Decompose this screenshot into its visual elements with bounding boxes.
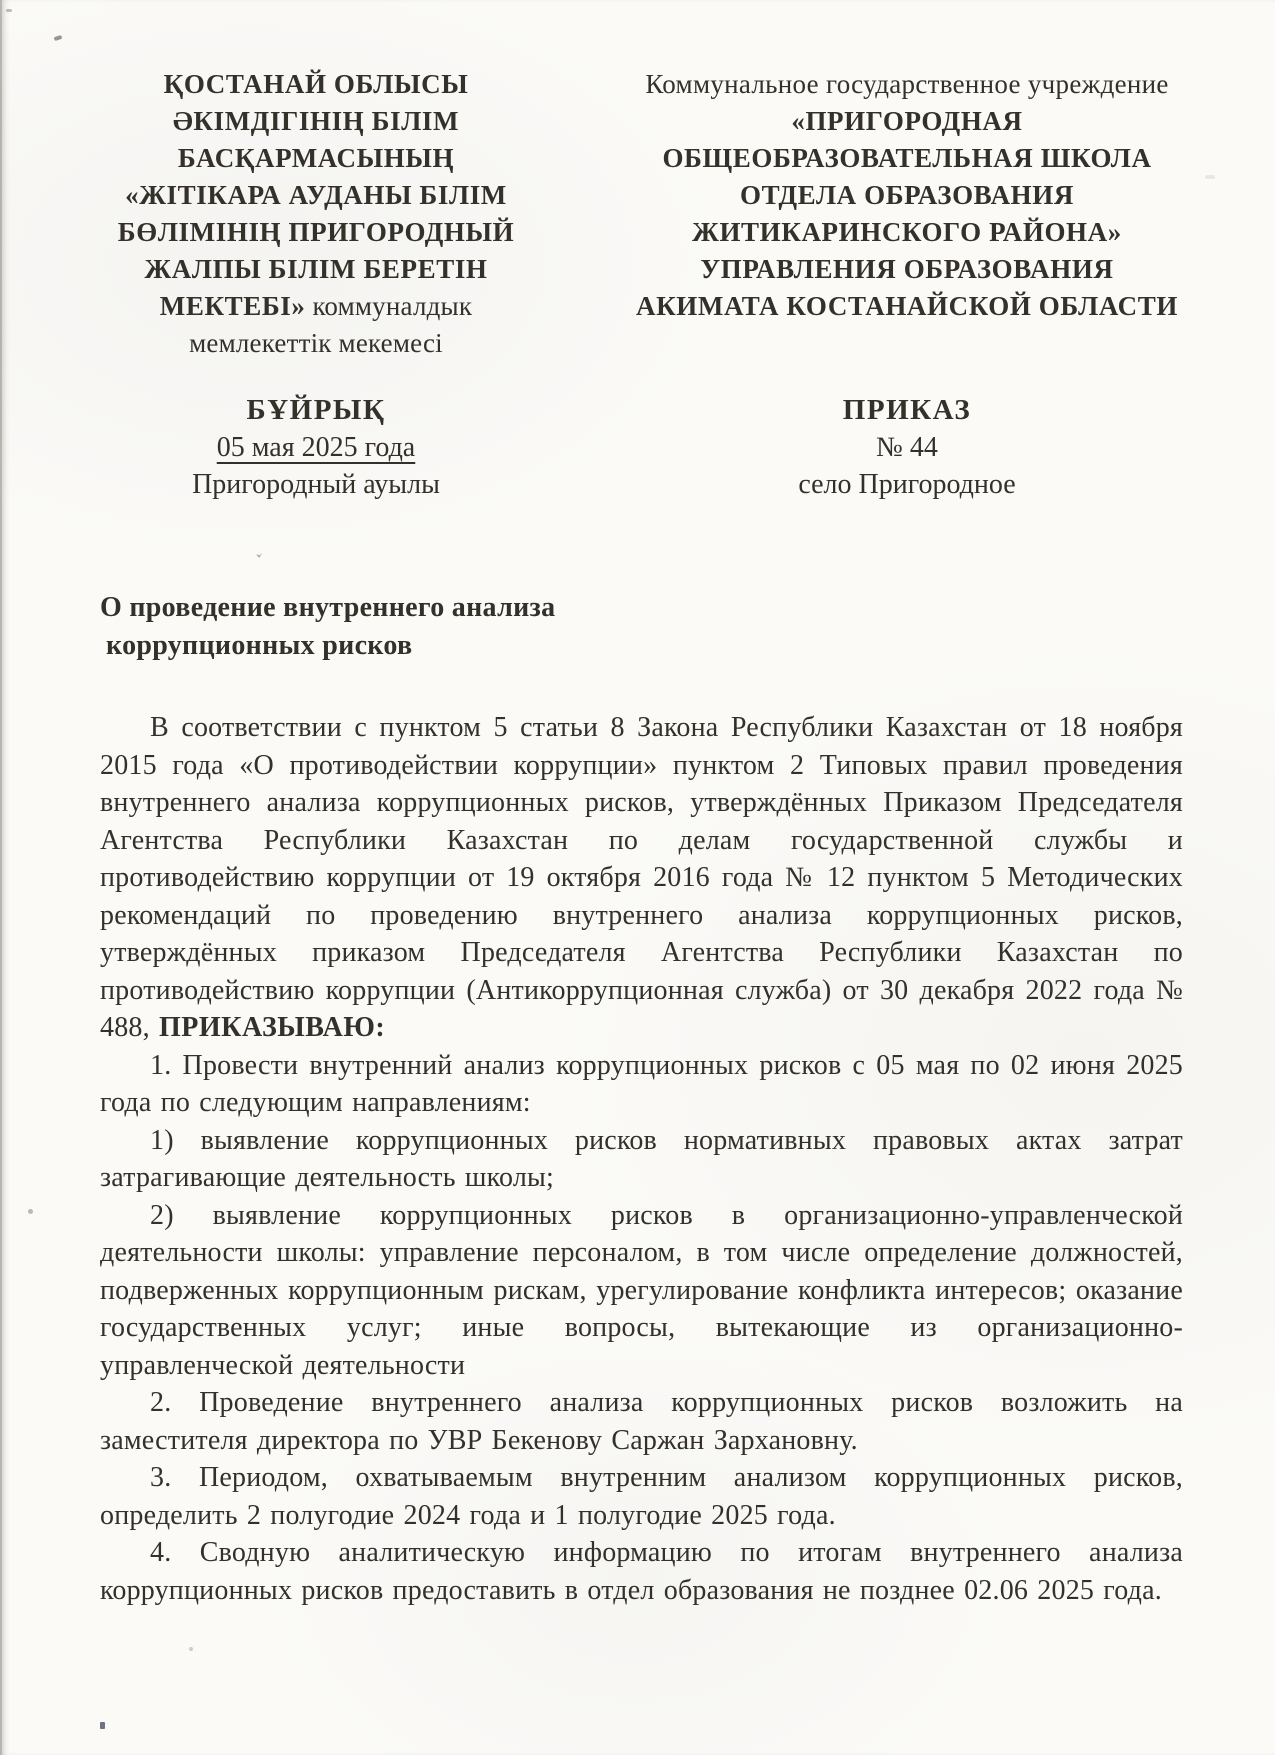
- prikazyvayu-word: ПРИКАЗЫВАЮ:: [159, 1012, 386, 1043]
- scan-speck: [28, 1209, 33, 1214]
- order-body: [100, 709, 1183, 1609]
- letterhead-kazakh-regular: коммуналдык мемлекеттік мекемесі: [189, 291, 473, 358]
- preamble-text: В соответствии с пунктом 5 статьи 8 Закона Республики Казахстан от 18 ноября 2015 года «О противодействии коррупции» пунктом 2 Типовых правил проведения внутреннего анализа коррупционных рисков, утверждённых Приказом Председателя Агентства Республики Казахстан по делам государственной службы и противодействию коррупции от 19 октября 2016 года № 12 пунктом 5 Методических рекомендаций по проведению внутреннего анализа коррупционных рисков, утверждённых приказом Председателя Агентства Республики Казахстан по противодействию коррупции (Антикоррупционная служба) от 30 декабря 2022 года № 488,: [100, 712, 1183, 1043]
- order-subject-line-2: коррупционных рисков: [106, 630, 413, 661]
- letterhead-russian-regular: Коммунальное государственное учреждение: [645, 69, 1169, 99]
- letterhead: [100, 66, 1183, 362]
- letterhead-kazakh: [100, 66, 532, 362]
- letterhead-russian: [631, 66, 1183, 325]
- order-block-russian: [631, 392, 1183, 503]
- order-title-kazakh: БҰЙРЫҚ: [246, 394, 386, 426]
- order-number: № 44: [876, 432, 938, 463]
- order-title-russian: ПРИКАЗ: [842, 394, 972, 426]
- order-heading-row: [100, 392, 1183, 503]
- order-subitem-1: 1) выявление коррупционных рисков нормативных правовых актах затрат затрагивающие деятельность школы;: [100, 1124, 1183, 1193]
- order-item-1: 1. Провести внутренний анализ коррупционных рисков с 05 мая по 02 июня 2025 года по следующим направлениям:: [100, 1049, 1183, 1118]
- scan-speck: [1205, 175, 1215, 179]
- order-item-2: 2. Проведение внутреннего анализа коррупционных рисков возложить на заместителя директора по УВР Бекенову Саржан Зархановну.: [100, 1387, 1183, 1456]
- order-block-kazakh: [100, 392, 532, 503]
- scan-speck: [6, 9, 12, 12]
- order-item-3: 3. Периодом, охватываемым внутренним анализом коррупционных рисков, определить 2 полугодие 2024 года и 1 полугодие 2025 года.: [100, 1462, 1183, 1531]
- order-place-kazakh: Пригородный ауылы: [192, 469, 440, 500]
- order-subject-line-1: О проведение внутреннего анализа: [100, 592, 556, 623]
- order-item-4: 4. Сводную аналитическую информацию по итогам внутреннего анализа коррупционных рисков предоставить в отдел образования не позднее 02.06 2025 года.: [100, 1537, 1183, 1606]
- order-place-russian: село Пригородное: [798, 469, 1016, 500]
- scan-speck: [100, 1722, 105, 1729]
- letterhead-kazakh-bold: ҚОСТАНАЙ ОБЛЫСЫ ӘКІМДІГІНІҢ БІЛІМ БАСҚАРМАСЫНЫҢ «ЖІТІКАРА АУДАНЫ БІЛІМ БӨЛІМІНІҢ ПРИГОРОДНЫЙ ЖАЛПЫ БІЛІМ БЕРЕТІН МЕКТЕБІ»: [117, 69, 515, 321]
- order-date: 05 мая 2025 года: [216, 432, 416, 463]
- order-subject: [100, 589, 1183, 665]
- order-subitem-2: 2) выявление коррупционных рисков в организационно-управленческой деятельности школы: управление персоналом, в том числе определение должностей, подверженных коррупционным рискам, урегулирование конфликта интересов; оказание государственных услуг; иные вопросы, вытекающие из организационно-управленческой деятельности: [100, 1199, 1183, 1381]
- scan-speck: [189, 1647, 193, 1651]
- preamble-paragraph: [100, 709, 1183, 1047]
- letterhead-russian-bold: «ПРИГОРОДНАЯ ОБЩЕОБРАЗОВАТЕЛЬНАЯ ШКОЛА ОТДЕЛА ОБРАЗОВАНИЯ ЖИТИКАРИНСКОГО РАЙОНА» УПРАВЛЕНИЯ ОБРАЗОВАНИЯ АКИМАТА КОСТАНАЙСКОЙ ОБЛАСТИ: [636, 106, 1178, 321]
